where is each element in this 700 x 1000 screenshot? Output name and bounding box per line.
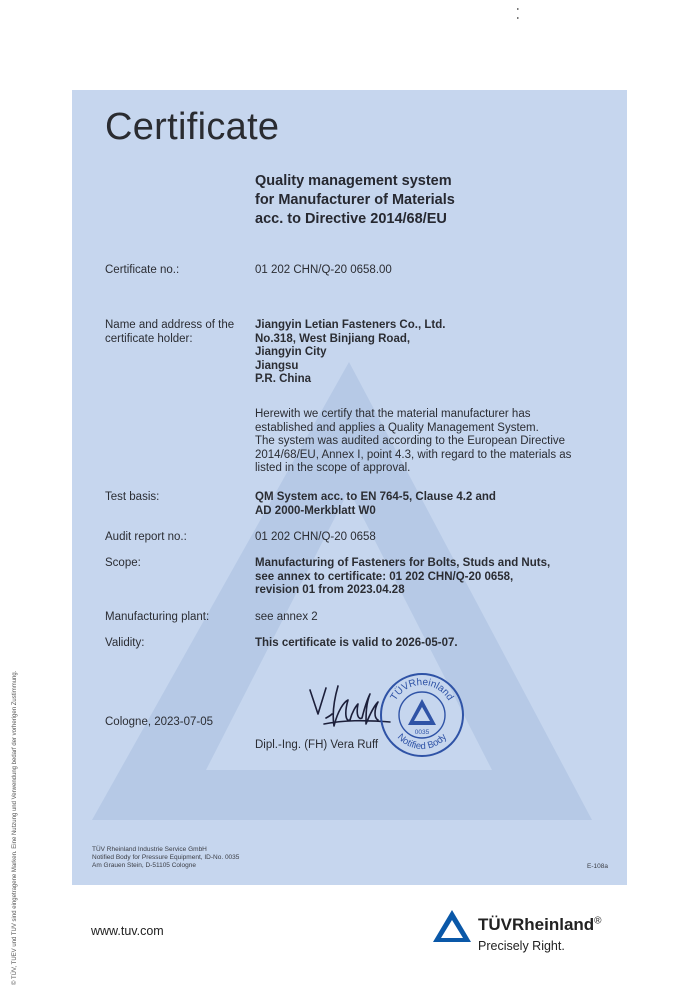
certification-statement bbox=[255, 408, 571, 476]
manufacturing-plant-label: Manufacturing plant: bbox=[105, 611, 210, 623]
test-basis-line: AD 2000-Merkblatt W0 bbox=[255, 504, 376, 517]
statement-line: The system was audited according to the European Directive bbox=[255, 435, 566, 447]
holder-label bbox=[105, 319, 234, 346]
test-basis-line: QM System acc. to EN 764-5, Clause 4.2 and bbox=[255, 491, 496, 503]
seal-bottom-text: Notified Body bbox=[394, 731, 450, 753]
subtitle-line: for Manufacturer of Materials bbox=[255, 192, 455, 208]
scope-line: see annex to certificate: 01 202 CHN/Q-20 0658, bbox=[255, 570, 514, 583]
certificate-card bbox=[72, 90, 627, 885]
issuer-line: Am Grauen Stein, D-51105 Cologne bbox=[92, 862, 196, 869]
certificate-subtitle bbox=[255, 172, 455, 229]
brand-name bbox=[478, 915, 602, 935]
seal-top-text: TÜVRheinland bbox=[388, 676, 456, 703]
holder-label-line: Name and address of the bbox=[105, 319, 235, 331]
test-basis-value bbox=[255, 491, 496, 518]
statement-line: listed in the scope of approval. bbox=[255, 462, 411, 474]
subtitle-line: Quality management system bbox=[255, 173, 452, 189]
certificate-no-value: 01 202 CHN/Q-20 0658.00 bbox=[255, 264, 392, 276]
certificate-no-label: Certificate no.: bbox=[105, 264, 180, 276]
validity-value: This certificate is valid to 2026-05-07. bbox=[255, 637, 458, 649]
audit-report-label: Audit report no.: bbox=[105, 531, 187, 543]
form-reference: E-108a bbox=[587, 863, 608, 870]
holder-line: Jiangyin City bbox=[255, 346, 327, 358]
statement-line: 2014/68/EU, Annex I, point 4.3, with regard to the materials as bbox=[255, 448, 572, 461]
holder-line: Jiangyin Letian Fasteners Co., Ltd. bbox=[255, 319, 446, 331]
subtitle-line: acc. to Directive 2014/68/EU bbox=[255, 211, 447, 227]
issuer-details bbox=[92, 846, 239, 870]
scope-value bbox=[255, 557, 550, 598]
scope-label: Scope: bbox=[105, 557, 141, 569]
issuer-line: Notified Body for Pressure Equipment, ID-No. 0035 bbox=[92, 854, 240, 861]
statement-line: Herewith we certify that the material manufacturer has bbox=[255, 408, 531, 420]
seal-number: 0035 bbox=[414, 729, 430, 736]
notified-body-seal-icon bbox=[378, 671, 466, 759]
statement-line: established and applies a Quality Management System. bbox=[255, 421, 539, 434]
scope-line: Manufacturing of Fasteners for Bolts, Studs and Nuts, bbox=[255, 557, 551, 569]
holder-line: No.318, West Binjiang Road, bbox=[255, 332, 411, 345]
brand-name-text: TÜVRheinland bbox=[478, 915, 595, 934]
validity-label: Validity: bbox=[105, 637, 145, 649]
holder-address bbox=[255, 319, 445, 387]
holder-line: Jiangsu bbox=[255, 359, 299, 372]
registered-mark: ® bbox=[594, 915, 602, 927]
scan-mark-icon bbox=[516, 8, 520, 20]
audit-report-value: 01 202 CHN/Q-20 0658 bbox=[255, 531, 376, 543]
test-basis-label: Test basis: bbox=[105, 491, 160, 503]
place-date: Cologne, 2023-07-05 bbox=[105, 716, 214, 728]
scope-line: revision 01 from 2023.04.28 bbox=[255, 584, 405, 596]
website-link[interactable]: www.tuv.com bbox=[91, 924, 164, 938]
tuv-rheinland-logo-icon bbox=[432, 909, 472, 943]
manufacturing-plant-value: see annex 2 bbox=[255, 611, 318, 623]
certificate-title: Certificate bbox=[105, 106, 280, 148]
signatory-name: Dipl.-Ing. (FH) Vera Ruff bbox=[255, 739, 379, 751]
issuer-line: TÜV Rheinland Industrie Service GmbH bbox=[92, 846, 207, 853]
holder-label-line: certificate holder: bbox=[105, 332, 193, 345]
brand-tagline: Precisely Right. bbox=[478, 939, 565, 953]
holder-line: P.R. China bbox=[255, 373, 312, 385]
trademark-side-note: © TÜV, TUEV und TUV sind eingetragene Marken. Eine Nutzung und Verwendung bedarf der vorherigen Zustimmung. bbox=[12, 670, 18, 985]
